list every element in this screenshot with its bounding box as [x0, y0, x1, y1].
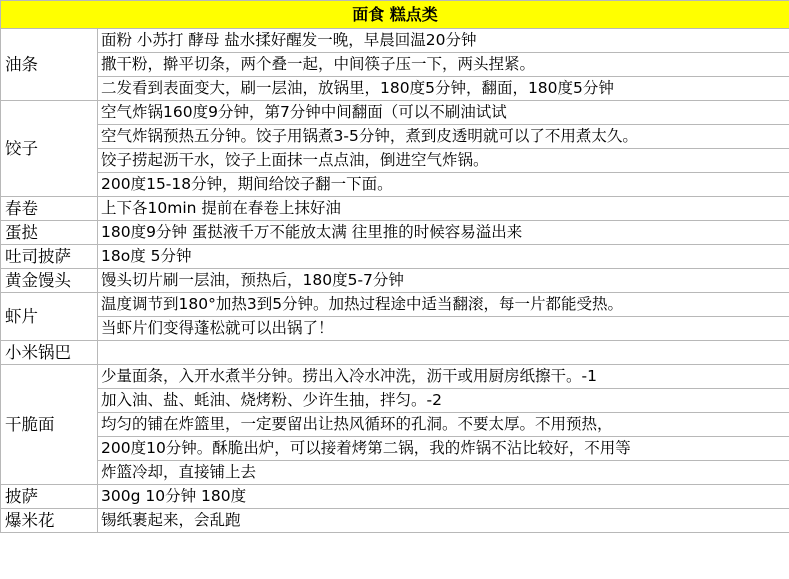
table-row — [1, 461, 789, 485]
table-row — [1, 509, 789, 533]
table-row — [1, 53, 789, 77]
table-row — [1, 293, 789, 317]
table-row — [1, 245, 789, 269]
recipe-name-cell[interactable]: 干脆面 — [1, 365, 98, 485]
table-row — [1, 173, 789, 197]
recipe-name-cell[interactable]: 油条 — [1, 29, 98, 101]
recipe-step-cell[interactable]: 饺子捞起沥干水，饺子上面抹一点点油，倒进空气炸锅。 — [98, 149, 789, 173]
recipe-step-cell[interactable]: 均匀的铺在炸篮里，一定要留出让热风循环的孔洞。不要太厚。不用预热， — [98, 413, 789, 437]
recipe-name-cell[interactable]: 春卷 — [1, 197, 98, 221]
sheet-body — [1, 1, 789, 533]
table-row — [1, 197, 789, 221]
recipe-step-cell[interactable]: 空气炸锅160度9分钟，第7分钟中间翻面（可以不刷油试试 — [98, 101, 789, 125]
recipe-step-cell[interactable]: 少量面条，入开水煮半分钟。捞出入冷水冲洗，沥干或用厨房纸擦干。-1 — [98, 365, 789, 389]
recipe-name-cell[interactable]: 爆米花 — [1, 509, 98, 533]
table-row — [1, 365, 789, 389]
recipe-step-cell[interactable]: 200度15-18分钟，期间给饺子翻一下面。 — [98, 173, 789, 197]
table-row — [1, 149, 789, 173]
recipe-step-cell[interactable] — [98, 341, 789, 365]
recipe-step-cell[interactable]: 撒干粉，擀平切条，两个叠一起，中间筷子压一下，两头捏紧。 — [98, 53, 789, 77]
recipe-step-cell[interactable]: 面粉 小苏打 酵母 盐水揉好醒发一晚，早晨回温20分钟 — [98, 29, 789, 53]
recipe-name-cell[interactable]: 蛋挞 — [1, 221, 98, 245]
table-row — [1, 389, 789, 413]
table-row — [1, 413, 789, 437]
recipe-step-cell[interactable]: 180度9分钟 蛋挞液千万不能放太满 往里推的时候容易溢出来 — [98, 221, 789, 245]
table-row — [1, 317, 789, 341]
recipe-name-cell[interactable]: 小米锅巴 — [1, 341, 98, 365]
recipe-name-cell[interactable]: 吐司披萨 — [1, 245, 98, 269]
table-row — [1, 341, 789, 365]
recipe-step-cell[interactable]: 温度调节到180°加热3到5分钟。加热过程途中适当翻滚，每一片都能受热。 — [98, 293, 789, 317]
table-row — [1, 485, 789, 509]
table-row — [1, 101, 789, 125]
table-row — [1, 77, 789, 101]
table-row — [1, 437, 789, 461]
table-row — [1, 269, 789, 293]
recipe-step-cell[interactable]: 馒头切片刷一层油，预热后，180度5-7分钟 — [98, 269, 789, 293]
recipe-name-cell[interactable]: 披萨 — [1, 485, 98, 509]
header-cell[interactable]: 面食 糕点类 — [1, 1, 789, 29]
recipe-name-cell[interactable]: 黄金馒头 — [1, 269, 98, 293]
recipe-step-cell[interactable]: 18o度 5分钟 — [98, 245, 789, 269]
recipe-name-cell[interactable]: 虾片 — [1, 293, 98, 341]
recipe-step-cell[interactable]: 空气炸锅预热五分钟。饺子用锅煮3-5分钟，煮到皮透明就可以了不用煮太久。 — [98, 125, 789, 149]
table-row — [1, 29, 789, 53]
recipe-step-cell[interactable]: 炸篮冷却，直接铺上去 — [98, 461, 789, 485]
recipe-step-cell[interactable]: 上下各10min 提前在春卷上抹好油 — [98, 197, 789, 221]
recipe-step-cell[interactable]: 锡纸裹起来，会乱跑 — [98, 509, 789, 533]
table-row — [1, 125, 789, 149]
recipe-step-cell[interactable]: 当虾片们变得蓬松就可以出锅了！ — [98, 317, 789, 341]
recipe-step-cell[interactable]: 200度10分钟。酥脆出炉，可以接着烤第二锅，我的炸锅不沾比较好，不用等 — [98, 437, 789, 461]
table-row — [1, 221, 789, 245]
header-row — [1, 1, 789, 29]
recipe-step-cell[interactable]: 300g 10分钟 180度 — [98, 485, 789, 509]
recipe-name-cell[interactable]: 饺子 — [1, 101, 98, 197]
recipe-step-cell[interactable]: 二发看到表面变大，刷一层油，放锅里，180度5分钟，翻面，180度5分钟 — [98, 77, 789, 101]
recipe-step-cell[interactable]: 加入油、盐、蚝油、烧烤粉、少许生抽，拌匀。-2 — [98, 389, 789, 413]
